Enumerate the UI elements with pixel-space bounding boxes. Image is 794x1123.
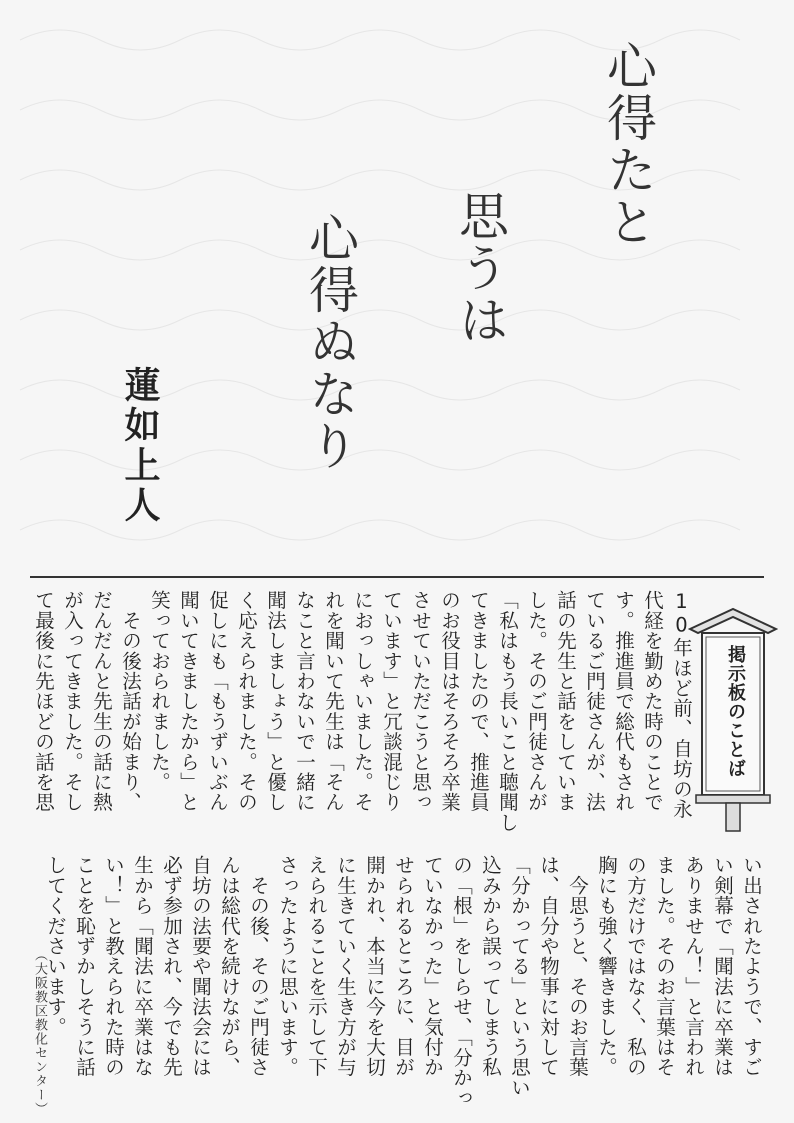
article-column: した。そのご門徒さんが bbox=[525, 590, 548, 813]
article-column: におっしゃいました。そ bbox=[351, 590, 374, 813]
article-column: 「分かってる」という思い bbox=[508, 855, 531, 1098]
article-column: さったように思います。 bbox=[276, 855, 299, 1078]
article-column: えられることを示して下 bbox=[305, 855, 328, 1078]
board-label: 掲示板のことば bbox=[725, 645, 746, 778]
article-column: 話の先生と話をしていま bbox=[554, 590, 577, 813]
article-column: 聞いてきましたから」と bbox=[177, 590, 200, 813]
article-column: 「私はもう長いこと聴聞し bbox=[496, 590, 519, 833]
article-column: だんだんと先生の話に熱 bbox=[90, 590, 113, 813]
article-column: い！」と教えられた時の bbox=[102, 855, 125, 1078]
article-column: せられるところに、目が bbox=[392, 855, 415, 1078]
article-column: 10年ほど前、自坊の永 bbox=[670, 590, 693, 820]
article-column: の「根」をしらせ、「分かっ bbox=[450, 855, 473, 1108]
article-column: 必ず参加され、今でも先 bbox=[160, 855, 183, 1078]
article-column: その後、そのご門徒さ bbox=[247, 855, 270, 1078]
article-column: 今思うと、そのお言葉 bbox=[566, 855, 589, 1078]
article-column: い出されたようで、すご bbox=[740, 855, 763, 1078]
title-line-1: 心得たと bbox=[599, 40, 657, 248]
article-column: してくださいます。 bbox=[44, 855, 67, 1037]
article-column: 促しにも「もうずいぶん bbox=[206, 590, 229, 813]
article-column: ています」と冗談混じり bbox=[380, 590, 403, 813]
article-column: ました。そのお言葉はそ bbox=[653, 855, 676, 1078]
article-column: てきましたので、推進員 bbox=[467, 590, 490, 813]
article-column: れを聞いて先生は「そん bbox=[322, 590, 345, 813]
notice-board-graphic bbox=[688, 605, 778, 835]
article-column: て最後に先ほどの話を思 bbox=[32, 590, 55, 813]
article-column: 込みから誤ってしまう私 bbox=[479, 855, 502, 1078]
article-column: ていなかった」と気付か bbox=[421, 855, 444, 1078]
article-column: は、自分や物事に対して bbox=[537, 855, 560, 1078]
article-column: なこと言わないで一緒に bbox=[293, 590, 316, 813]
title-line-3: 心得ぬなり bbox=[301, 212, 359, 472]
article-lower bbox=[44, 855, 766, 1108]
article-column: 代経を勤めた時のことで bbox=[641, 590, 664, 813]
article-column: く応えられました。その bbox=[235, 590, 258, 813]
credit-line: （大阪教区教化センター） bbox=[32, 948, 47, 1116]
article-column: ことを恥ずかしそうに話 bbox=[73, 855, 96, 1078]
article-column: 自坊の法要や聞法会には bbox=[189, 855, 212, 1078]
article-column: 生から「聞法に卒業はな bbox=[131, 855, 154, 1078]
author-name: 蓮如上人 bbox=[119, 366, 160, 526]
article-column: の方だけではなく、私の bbox=[624, 855, 647, 1078]
article-column: させていただこうと思っ bbox=[409, 590, 432, 813]
article-upper bbox=[30, 590, 696, 840]
article-column: 開かれ、本当に今を大切 bbox=[363, 855, 386, 1078]
title-line-2: 思うは bbox=[451, 190, 509, 346]
article-column: 胸にも強く響きました。 bbox=[595, 855, 618, 1078]
article-column: ありません！」と言われ bbox=[682, 855, 705, 1078]
article-column: が入ってきました。そし bbox=[61, 590, 84, 813]
article-column: その後法話が始まり、 bbox=[119, 590, 142, 813]
article-column: んは総代を続けながら、 bbox=[218, 855, 241, 1078]
article-column: に生きていく生き方が与 bbox=[334, 855, 357, 1078]
divider-line bbox=[30, 576, 764, 578]
article-column: す。推進員で総代もされ bbox=[612, 590, 635, 813]
article-column: 笑っておられました。 bbox=[148, 590, 171, 792]
article-column: のお役目はそろそろ卒業 bbox=[438, 590, 461, 813]
article-column: ているご門徒さんが、法 bbox=[583, 590, 606, 813]
article-column: い剣幕で「聞法に卒業は bbox=[711, 855, 734, 1078]
article-column: 聞法しましょう」と優し bbox=[264, 590, 287, 813]
